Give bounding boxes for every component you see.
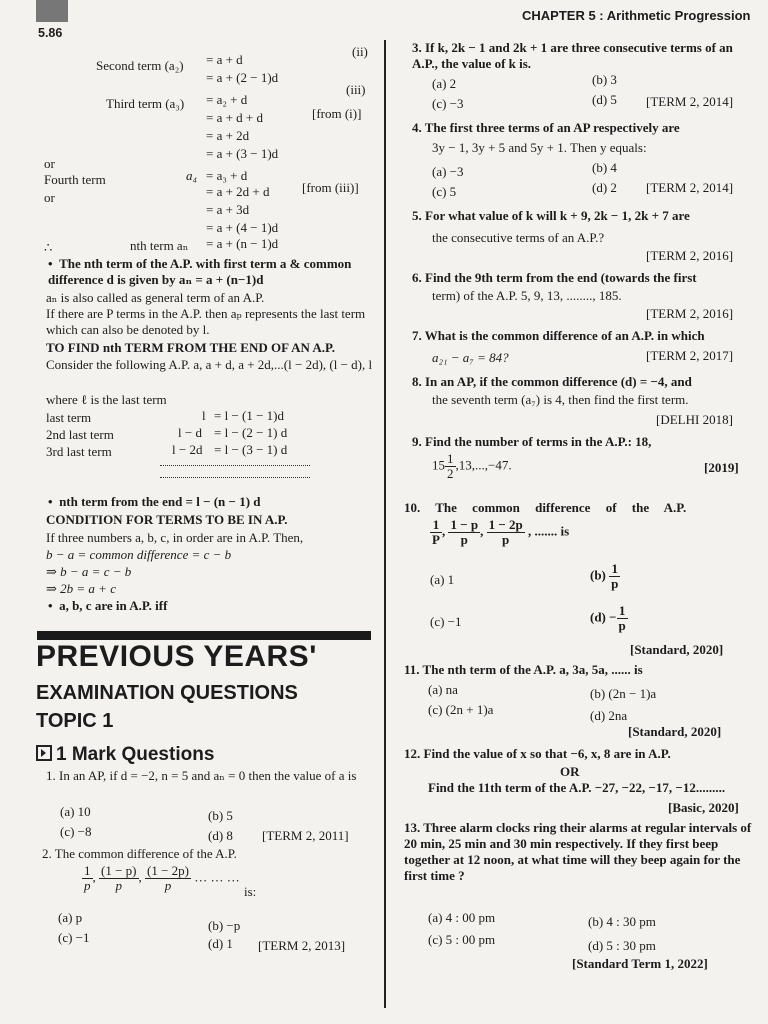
q10-stem: 10. The common difference of the A.P. <box>404 500 687 515</box>
q3-opt-c: (c) −3 <box>432 96 464 111</box>
q6-stem: 6. Find the 9th term from the end (towards the first <box>412 270 697 285</box>
q3-opt-b: (b) 3 <box>592 72 617 87</box>
q10-frac-1-den: P <box>432 532 440 547</box>
deriv-label-2: Second term (a₂) <box>96 58 184 73</box>
banner-title: PREVIOUS YEARS' <box>36 640 317 673</box>
q9-line2: ,13,...,−47. <box>455 457 512 473</box>
q2-frac-1-num: 1 <box>84 863 91 878</box>
q2-frac-2-num: (1 − p) <box>101 863 137 878</box>
q10-opt-d <box>590 604 628 633</box>
cond-line-1: If three numbers a, b, c, in order are in A.P. Then, <box>46 530 304 545</box>
deriv-note-3: (iii) <box>346 82 366 97</box>
cond-line-4: ⇒ 2b = a + c <box>46 581 116 596</box>
q2-frac-2-den: p <box>115 878 122 893</box>
q6-line2: term) of the A.P. 5, 9, 13, ........, 185. <box>432 288 622 303</box>
q10-tag: [Standard, 2020] <box>630 642 724 657</box>
bullet-nth-from-end: • nth term from the end = l − (n − 1) d <box>48 494 261 509</box>
deriv-expr-4b: = a + 2d + d <box>206 184 270 199</box>
q10-frac-2-den: p <box>460 532 468 547</box>
q10-opt-d-den: p <box>618 618 626 633</box>
q10-frac-1 <box>430 518 442 547</box>
table-lhs-2: l − d <box>178 425 202 440</box>
mark-heading <box>36 744 214 766</box>
q13-opt-a: (a) 4 : 00 pm <box>428 910 496 925</box>
cond-line-3: ⇒ b − a = c − b <box>46 564 132 579</box>
general-term-note: aₙ is also called as general term of an A.P. <box>46 290 265 305</box>
table-name-2: 2nd last term <box>46 427 114 442</box>
mark-heading-text: 1 Mark Questions <box>56 744 215 765</box>
q2-dots: … … … <box>194 869 240 885</box>
q10-opt-d-num: 1 <box>617 604 628 619</box>
q4-opt-d: (d) 2 <box>592 180 617 195</box>
deriv-note-4b: [from (iii)] <box>302 180 359 195</box>
q13-opt-b: (b) 4 : 30 pm <box>588 914 656 929</box>
q4-tag: [TERM 2, 2014] <box>646 180 734 195</box>
table-lhs-3: l − 2d <box>172 442 203 457</box>
deriv-expr-2: = a + d <box>206 52 243 67</box>
q9-tag: [2019] <box>704 460 739 475</box>
deriv-expr-2b: = a + (2 − 1)d <box>206 70 279 85</box>
q9-frac-num: 1 <box>447 451 454 466</box>
banner-subtitle: EXAMINATION QUESTIONS <box>36 682 298 704</box>
q10-opt-b-label: (b) <box>590 567 606 583</box>
q6-tag: [TERM 2, 2016] <box>646 306 734 321</box>
q7-tag: [TERM 2, 2017] <box>646 348 734 363</box>
deriv-expr-3b: = a + d + d <box>206 110 264 125</box>
q13-opt-d: (d) 5 : 30 pm <box>588 938 656 953</box>
bullet-iff-text: a, b, c are in A.P. iff <box>59 598 168 613</box>
topic-label: TOPIC 1 <box>36 710 114 732</box>
column-divider <box>384 40 386 1008</box>
q2-opt-c: (c) −1 <box>58 930 90 945</box>
q12-stem: 12. Find the value of x so that −6, x, 8 are in A.P. <box>404 746 671 761</box>
deriv-note-3b: [from (i)] <box>312 106 362 121</box>
consider-ap: Consider the following A.P. a, a + d, a + 2d,...(l − 2d), (l − d), l <box>46 357 373 372</box>
deriv-label-3: Third term (a₃) <box>106 96 185 111</box>
q4-line2: 3y − 1, 3y + 5 and 5y + 1. Then y equals: <box>432 140 647 155</box>
deriv-or-2: or <box>44 190 55 205</box>
deriv-expr-3c: = a + 2d <box>206 128 250 143</box>
q3-opt-a: (a) 2 <box>432 76 457 91</box>
q10-expression: $\frac{1}{P}$ , $\frac{1 - p}{p}$ , $\frac{1 - 2p}{p}$ , ....... is <box>432 517 570 547</box>
deriv-expr-4: = a₃ + d <box>206 168 248 183</box>
q12-tag: [Basic, 2020] <box>668 800 739 815</box>
q4-opt-b: (b) 4 <box>592 160 617 175</box>
table-rhs-1: = l − (1 − 1)d <box>214 408 285 423</box>
deriv-expr-4c: = a + 3d <box>206 202 250 217</box>
table-rhs-2: = l − (2 − 1) d <box>214 425 288 440</box>
q10-opt-a: (a) 1 <box>430 572 455 587</box>
deriv-label-4: Fourth term <box>44 172 106 187</box>
q1-opt-b: (b) 5 <box>208 808 233 823</box>
cond-line-2: b − a = common difference = c − b <box>46 547 232 562</box>
q12-alt: Find the 11th term of the A.P. −27, −22, −17, −12......... <box>428 780 726 795</box>
q13-tag: [Standard Term 1, 2022] <box>572 956 708 971</box>
deriv-expr-4d: = a + (4 − 1)d <box>206 220 279 235</box>
p-terms-note: If there are P terms in the A.P. then aₚ represents the last term which can also be denoted by l. <box>46 306 366 337</box>
q1-tag: [TERM 2, 2011] <box>262 828 349 843</box>
q10-opt-b-den: p <box>611 576 619 591</box>
q10-frac-3-num: 1 − 2p <box>488 517 523 532</box>
page-number: 5.86 <box>38 26 63 40</box>
where-last-term: where ℓ is the last term <box>46 392 167 407</box>
q3-tag: [TERM 2, 2014] <box>646 94 734 109</box>
q10-opt-c: (c) −1 <box>430 614 462 629</box>
bullet-nth-term: • The nth term of the A.P. with first term a & common difference d is given by aₙ = a + (n−1)d <box>48 256 352 287</box>
q2-frac-3-num: (1 − 2p) <box>147 863 189 878</box>
q7-stem: 7. What is the common difference of an A.P. in which <box>412 328 705 343</box>
q2-frac-1-den: p <box>84 878 91 893</box>
deriv-expr-3: = a₂ + d <box>206 92 248 107</box>
q2-tag: [TERM 2, 2013] <box>258 938 346 953</box>
q2-opt-d: (d) 1 <box>208 936 233 951</box>
q9-stem: 9. Find the number of terms in the A.P.: 18, <box>412 434 652 449</box>
q1-stem: 1. In an AP, if d = −2, n = 5 and aₙ = 0 then the value of a is <box>46 768 357 783</box>
dotted-line-1 <box>160 465 310 466</box>
deriv-sym-4: a₄ <box>186 168 198 183</box>
q10-frac-1-num: 1 <box>430 518 442 533</box>
deriv-therefore: ∴ <box>44 240 53 255</box>
chapter-title: CHAPTER 5 : Arithmetic Progression <box>522 8 751 23</box>
q8-tag: [DELHI 2018] <box>656 412 733 427</box>
deriv-nth-label: nth term aₙ <box>130 238 189 253</box>
q1-opt-d: (d) 8 <box>208 828 233 843</box>
q11-opt-a: (a) na <box>428 682 458 697</box>
q7-line2: a₂₁ − a₇ = 84? <box>432 350 509 365</box>
heading-nth-from-end: TO FIND nth TERM FROM THE END OF AN A.P. <box>46 340 336 355</box>
q2-frac-3-den: p <box>164 878 172 893</box>
q10-opt-b-frac <box>609 562 620 591</box>
deriv-nth-expr: = a + (n − 1)d <box>206 236 279 251</box>
q3-stem: 3. If k, 2k − 1 and 2k + 1 are three consecutive terms of an A.P., the value of k is. <box>412 40 733 71</box>
q5-stem: 5. For what value of k will k + 9, 2k − 1, 2k + 7 are <box>412 208 690 223</box>
q9-frac-den: 2 <box>447 466 454 481</box>
q2-frac-3 <box>145 864 191 893</box>
section-bar <box>37 631 371 640</box>
deriv-or-1: or <box>44 156 55 171</box>
q10-frac-3-den: p <box>502 532 510 547</box>
q2-tail: is: <box>244 884 257 899</box>
q2-frac-2 <box>99 864 139 893</box>
q11-opt-c: (c) (2n + 1)a <box>428 702 494 717</box>
q10-opt-d-label: (d) − <box>590 609 617 625</box>
q5-line2: the consecutive terms of an A.P.? <box>432 230 605 245</box>
q10-opt-b-num: 1 <box>609 562 620 577</box>
q4-opt-c: (c) 5 <box>432 184 457 199</box>
q11-tag: [Standard, 2020] <box>628 724 722 739</box>
q9-expression <box>432 452 512 481</box>
deriv-expr-3d: = a + (3 − 1)d <box>206 146 279 161</box>
q13-opt-c: (c) 5 : 00 pm <box>428 932 496 947</box>
q4-opt-a: (a) −3 <box>432 164 464 179</box>
q3-opt-d: (d) 5 <box>592 92 617 107</box>
dotted-line-2 <box>160 477 310 478</box>
bullet-iff: • a, b, c are in A.P. iff <box>48 598 168 613</box>
q2-expression: $\frac{1}{p}$ , $\frac{(1 - p)}{p}$ , $\frac{(1 - 2p)}{p}$ … … … <box>84 863 240 893</box>
q10-frac-2-num: 1 − p <box>450 517 479 532</box>
q8-stem: 8. In an AP, if the common difference (d) = −4, and <box>412 374 692 389</box>
q11-stem: 11. The nth term of the A.P. a, 3a, 5a, ...... is <box>404 662 643 677</box>
page-corner-tab <box>36 0 68 22</box>
q1-opt-a: (a) 10 <box>60 804 91 819</box>
q4-stem: 4. The first three terms of an AP respectively are <box>412 120 680 135</box>
bullet-nth-from-end-text: nth term from the end = l − (n − 1) d <box>59 494 261 509</box>
q9-frac <box>445 452 456 481</box>
q10-opt-b <box>590 562 620 591</box>
q2-frac-1 <box>82 864 93 893</box>
q10-opt-d-frac <box>617 604 628 633</box>
table-lhs-1: l <box>202 408 206 423</box>
q11-opt-d: (d) 2na <box>590 708 628 723</box>
q10-tail: , ....... is <box>527 523 570 539</box>
q10-frac-3 <box>487 518 525 547</box>
q12-or: OR <box>560 764 580 779</box>
table-name-1: last term <box>46 410 92 425</box>
bullet-nth-term-text: The nth term of the A.P. with first term a & common difference d is given by aₙ = a + (n−1)d <box>48 256 352 287</box>
q2-stem: 2. The common difference of the A.P. <box>42 846 237 861</box>
q2-opt-b: (b) −p <box>208 918 241 933</box>
q8-line2: the seventh term (a₇) is 4, then find the first term. <box>432 392 689 407</box>
q10-frac-2 <box>448 518 480 547</box>
table-name-3: 3rd last term <box>46 444 112 459</box>
heading-condition: CONDITION FOR TERMS TO BE IN A.P. <box>46 512 288 527</box>
q11-opt-b: (b) (2n − 1)a <box>590 686 657 701</box>
q13-stem: 13. Three alarm clocks ring their alarms at regular intervals of 20 min, 25 min and 30 min respectively. If they first beep together at 12 noon, at what time will they beep again for the first time ? <box>404 820 752 883</box>
table-rhs-3: = l − (3 − 1) d <box>214 442 288 457</box>
deriv-note-2: (ii) <box>352 44 368 59</box>
q2-opt-a: (a) p <box>58 910 83 925</box>
q5-tag: [TERM 2, 2016] <box>646 248 734 263</box>
play-icon <box>36 745 52 761</box>
q9-whole: 15 <box>432 457 445 473</box>
q1-opt-c: (c) −8 <box>60 824 92 839</box>
